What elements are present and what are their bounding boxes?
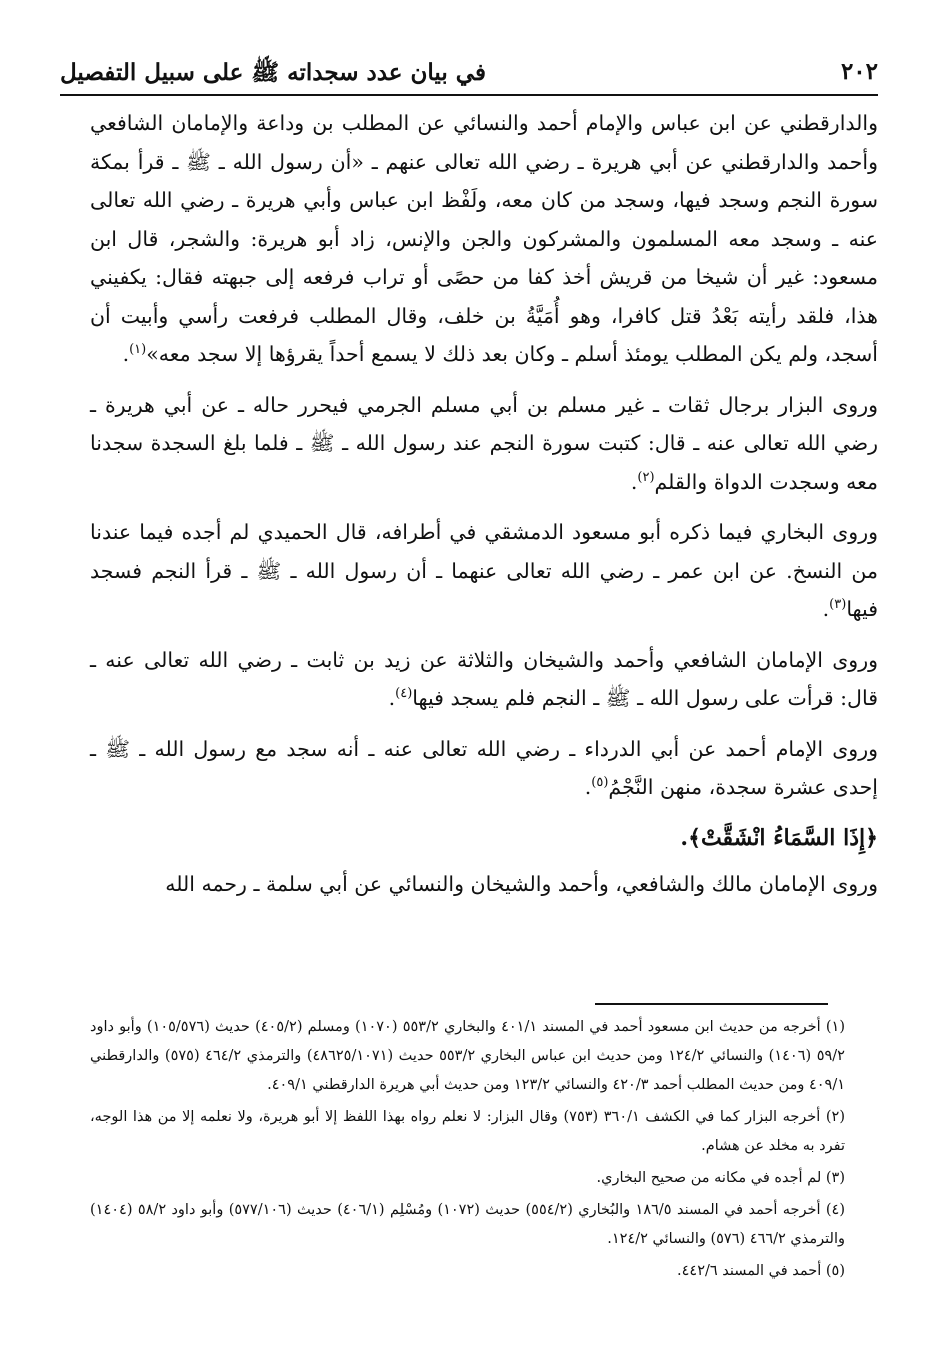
paragraph: وروى الإمامان الشافعي وأحمد والشيخان والثلاثة عن زيد بن ثابت ـ رضي الله تعالى عنه ـ قال: قرأت على رسول الله ـ ﷺ ـ النجم فلم يسجد فيها$^{(٤)}$. bbox=[90, 647, 879, 710]
paragraph: والدارقطني عن ابن عباس والإمام أحمد والنسائي عن المطلب بن وداعة والإمامان الشافعي وأحمد والدارقطني عن أبي هريرة ـ رضي الله تعالى عنهم ـ «أن رسول الله ـ ﷺ ـ قرأ بمكة سورة النجم وسجد فيها، وسجد من كان معه، ولَفْظ ابن عباس وأبي هريرة ـ رضي الله تعالى عنه ـ وسجد معه المسلمون والمشركون والجن والإنس، زاد أبو هريرة: والشجر، قال ابن مسعود: غير أن شيخا من قريش أخذ كفا من حصًى أو تراب فرفعه إلى جبهته فقال: يكفيني هذا، فلقد رأيته بَعْدُ قتل كافرا، وهو أُمَيَّةُ بن خلف، وقال المطلب فرفعت رأسي وأبيت أن أسجد، ولم يكن المطلب يومئذ أسلم ـ وكان بعد ذلك لا يسمع أحداً يقرؤها إلا سجد معه»$^{(١)}$. bbox=[90, 111, 878, 366]
footnotes bbox=[90, 1013, 845, 1289]
paragraph-text: وروى الإمامان الشافعي وأحمد والشيخان والثلاثة عن زيد بن ثابت ـ رضي الله تعالى عنه ـ قال: قرأت على رسول الله ـ ﷺ ـ النجم فلم يسجد فيها bbox=[90, 647, 879, 710]
paragraph: وروى البخاري فيما ذكره أبو مسعود الدمشقي في أطرافه، قال الحميدي لم أجده فيما عندنا من النسخ. عن ابن عمر ـ رضي الله تعالى عنهما ـ أن رسول الله ـ ﷺ ـ قرأ النجم فسجد فيها$^{(٣)}$. bbox=[90, 520, 878, 621]
footnote: (٣) لم أجده في مكانه من صحيح البخاري. bbox=[596, 1170, 845, 1186]
footnote: (١) أخرجه من حديث ابن مسعود أحمد في المسند ٤٠١/١ والبخاري ٥٥٣/٢ (١٠٧٠) ومسلم (٤٠٥/٢) حديث (١٠٥/٥٧٦) وأبو داود ٥٩/٢ (١٤٠٦) والنسائي ١٢٤/٢ ومن حديث ابن عباس البخاري ٥٥٣/٢ حديث (٤٨٦٢٥/١٠٧١) والترمذي ٤٦٤/٢ (٥٧٥) والدارقطني ٤٠٩/١ ومن حديث المطلب أحمد ٤٢٠/٣ والنسائي ١٢٣/٢ ومن حديث أبي هريرة الدارقطني ٤٠٩/١. bbox=[90, 1019, 845, 1093]
footnote-ref: (١) bbox=[129, 342, 147, 358]
footnote-separator bbox=[595, 1003, 828, 1005]
verse-heading: ﴿إِذَا السَّمَاءُ انْشَقَّتْ﴾. bbox=[680, 824, 878, 851]
footnote: (٥) أحمد في المسند ٤٤٢/٦. bbox=[677, 1263, 845, 1279]
header-rule bbox=[60, 94, 878, 96]
running-header bbox=[60, 52, 878, 96]
paragraph: وروى الإمام أحمد عن أبي الدرداء ـ رضي الله تعالى عنه ـ أنه سجد مع رسول الله ـ ﷺ ـ إحدى عشرة سجدة، منهن النَّجْمُ$^{(٥)}$. bbox=[90, 736, 878, 799]
chapter-title: في بيان عدد سجداته ﷺ على سبيل التفصيل bbox=[60, 59, 486, 86]
paragraph: وروى البزار برجال ثقات ـ غير مسلم بن أبي مسلم الجرمي فيحرر حاله ـ عن أبي هريرة ـ رضي الله تعالى عنه ـ قال: كتبت سورة النجم عند رسول الله ـ ﷺ ـ فلما بلغ السجدة سجدنا معه وسجدت الدواة والقلم$^{(٢)}$. bbox=[90, 392, 878, 494]
footnote-ref: (٢) bbox=[637, 469, 655, 485]
footnote-ref: (٥) bbox=[591, 775, 609, 791]
footnote-ref: (٤) bbox=[395, 686, 413, 702]
paragraph-text: وروى الإمام أحمد عن أبي الدرداء ـ رضي الله تعالى عنه ـ أنه سجد مع رسول الله ـ ﷺ ـ إحدى عشرة سجدة، منهن النَّجْمُ bbox=[90, 736, 878, 799]
paragraph-text: وروى البزار برجال ثقات ـ غير مسلم بن أبي مسلم الجرمي فيحرر حاله ـ عن أبي هريرة ـ رضي الله تعالى عنه ـ قال: كتبت سورة النجم عند رسول الله ـ ﷺ ـ فلما بلغ السجدة سجدنا معه وسجدت الدواة والقلم bbox=[90, 392, 878, 494]
paragraph-text: والدارقطني عن ابن عباس والإمام أحمد والنسائي عن المطلب بن وداعة والإمامان الشافعي وأحمد والدارقطني عن أبي هريرة ـ رضي الله تعالى عنهم ـ «أن رسول الله ـ ﷺ ـ قرأ بمكة سورة النجم وسجد فيها، وسجد من كان معه، ولَفْظ ابن عباس وأبي هريرة ـ رضي الله تعالى عنه ـ وسجد معه المسلمون والمشركون والجن والإنس، زاد أبو هريرة: والشجر، قال ابن مسعود: غير أن شيخا من قريش أخذ كفا من حصًى أو تراب فرفعه إلى جبهته فقال: يكفيني هذا، فلقد رأيته بَعْدُ قتل كافرا، وهو أُمَيَّةُ بن خلف، وقال المطلب فرفعت رأسي وأبيت أن أسجد، ولم يكن المطلب يومئذ أسلم ـ وكان بعد ذلك لا يسمع أحداً يقرؤها إلا سجد معه» bbox=[90, 111, 878, 366]
footnote: (٢) أخرجه البزار كما في الكشف ٣٦٠/١ (٧٥٣) وقال البزار: لا نعلم رواه بهذا اللفظ إلا أبو هريرة، ولا نعلمه إلا من هذا الوجه، تفرد به مخلد عن هشام. bbox=[90, 1109, 845, 1154]
paragraph-text: وروى البخاري فيما ذكره أبو مسعود الدمشقي في أطرافه، قال الحميدي لم أجده فيما عندنا من النسخ. عن ابن عمر ـ رضي الله تعالى عنهما ـ أن رسول الله ـ ﷺ ـ قرأ النجم فسجد فيها bbox=[90, 520, 878, 621]
footnote: (٤) أخرجه أحمد في المسند ١٨٦/٥ والبُخاري (٥٥٤/٢) حديث (١٠٧٢) ومُسْلِم (٤٠٦/١) حديث (٥٧٧/١٠٦) وأبو داود ٥٨/٢ (١٤٠٤) والترمذي ٤٦٦/٢ (٥٧٦) والنسائي ١٢٤/٢. bbox=[90, 1202, 845, 1247]
footnote-ref: (٣) bbox=[829, 597, 847, 613]
paragraph: وروى الإمامان مالك والشافعي، وأحمد والشيخان والنسائي عن أبي سلمة ـ رحمه الله bbox=[165, 872, 878, 896]
page-number: ٢٠٢ bbox=[840, 58, 878, 85]
main-text bbox=[90, 104, 878, 916]
